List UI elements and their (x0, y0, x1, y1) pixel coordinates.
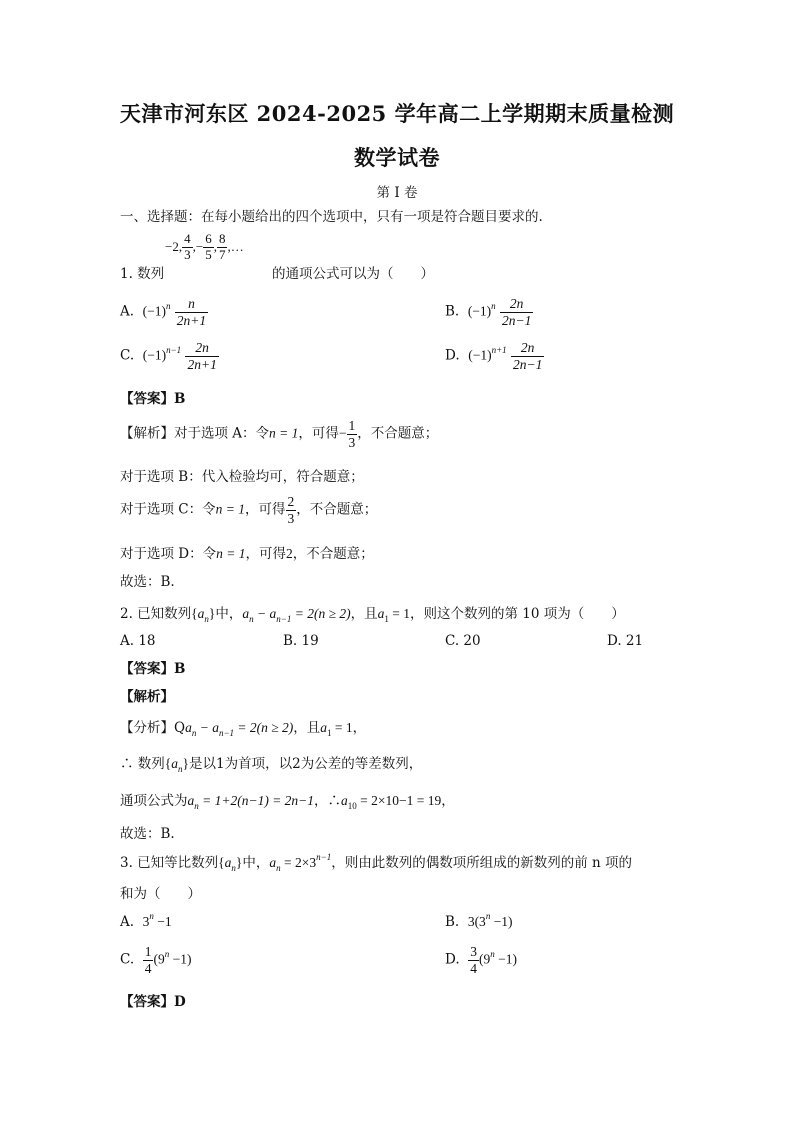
q3-option-d: D. $\frac{3}{4}$ $(9^n -1)$ (445, 944, 517, 976)
q2-option-d: D. 21 (607, 633, 644, 649)
q1-option-b: B. $(-1)^n$ $\frac{2n}{2n-1}$ (445, 296, 532, 328)
q1-option-a: A. $(-1)^n$ $\frac{n}{2n+1}$ (120, 296, 207, 328)
q1-explanation-b: 对于选项 B：代入检验均可，符合题意； (120, 469, 364, 485)
q1-explanation-d: 对于选项 D：令n = 1，可得2，不合题意； (120, 546, 374, 562)
q3-option-b: B. $3(3^n -1)$ (445, 911, 513, 930)
q2-option-a: A. 18 (120, 633, 156, 649)
q1-option-d: D. $(-1)^{n+1}$ $\frac{2n}{2n-1}$ (445, 340, 543, 372)
q1-explanation-a: 【解析】对于选项 A：令n = 1，可得− $\frac{1}{3}$ ，不合题意； (120, 418, 439, 450)
q1-option-c: C. $(-1)^{n-1}$ $\frac{2n}{2n+1}$ (120, 340, 217, 372)
q1-answer: 【答案】B (120, 391, 186, 407)
q2-option-c: C. 20 (445, 633, 481, 649)
q3-answer: 【答案】D (120, 994, 186, 1010)
q2-analysis-line3: 通项公式为$a_n = 1+2(n-1) = 2n-1$，$\therefore a_{10} = 2\times 10-1 = 19$， (120, 793, 455, 811)
q1-stem-prefix: 1. 数列 (120, 266, 165, 282)
q1-conclusion: 故选：B. (120, 574, 175, 590)
q3-option-c: C. $\frac{1}{4}$ $(9^n -1)$ (120, 944, 192, 976)
q1-stem-suffix: 的通项公式可以为（ ） (272, 266, 434, 282)
q2-stem: 2. 已知数列$\{a_n\}$中，$a_n - a_{n-1} = 2(n \ge 2)$，且$a_1 = 1$，则这个数列的第 10 项为（ ） (120, 606, 625, 624)
volume-label: 第 I 卷 (376, 185, 418, 201)
q2-analysis-line2: ∴ 数列$\{a_n\}$是以1为首项，以2为公差的等差数列， (120, 756, 423, 774)
q1-explanation-c: 对于选项 C：令n = 1，可得 $\frac{2}{3}$ ，不合题意； (120, 494, 378, 526)
section-instructions: 一、选择题：在每小题给出的四个选项中，只有一项是符合题目要求的. (120, 209, 543, 225)
q2-option-b: B. 19 (283, 633, 319, 649)
document-subtitle: 数学试卷 (354, 145, 440, 170)
q2-analysis-label: 【解析】 (120, 689, 174, 705)
q3-stem-line1: 3. 已知等比数列$\{a_n\}$中，$a_n = 2\times 3^{n-1}$，则由此数列的偶数项所组成的新数列的前 n 项的 (120, 852, 632, 873)
q3-stem-line2: 和为（ ） (120, 886, 201, 902)
q1-sequence: −2, $\frac{4}{3}$ ,− $\frac{6}{5}$ , $\frac{8}{7}$ ,… (165, 231, 244, 262)
q2-analysis-line1: 【分析】$Qa_n - a_{n-1} = 2(n \ge 2)$，且$a_1 = 1$， (120, 720, 367, 738)
q3-option-a: A. $3^n -1$ (120, 911, 172, 930)
q2-answer: 【答案】B (120, 661, 186, 677)
document-title: 天津市河东区 2024-2025 学年高二上学期期末质量检测 (119, 101, 675, 126)
q2-conclusion: 故选：B. (120, 826, 175, 842)
